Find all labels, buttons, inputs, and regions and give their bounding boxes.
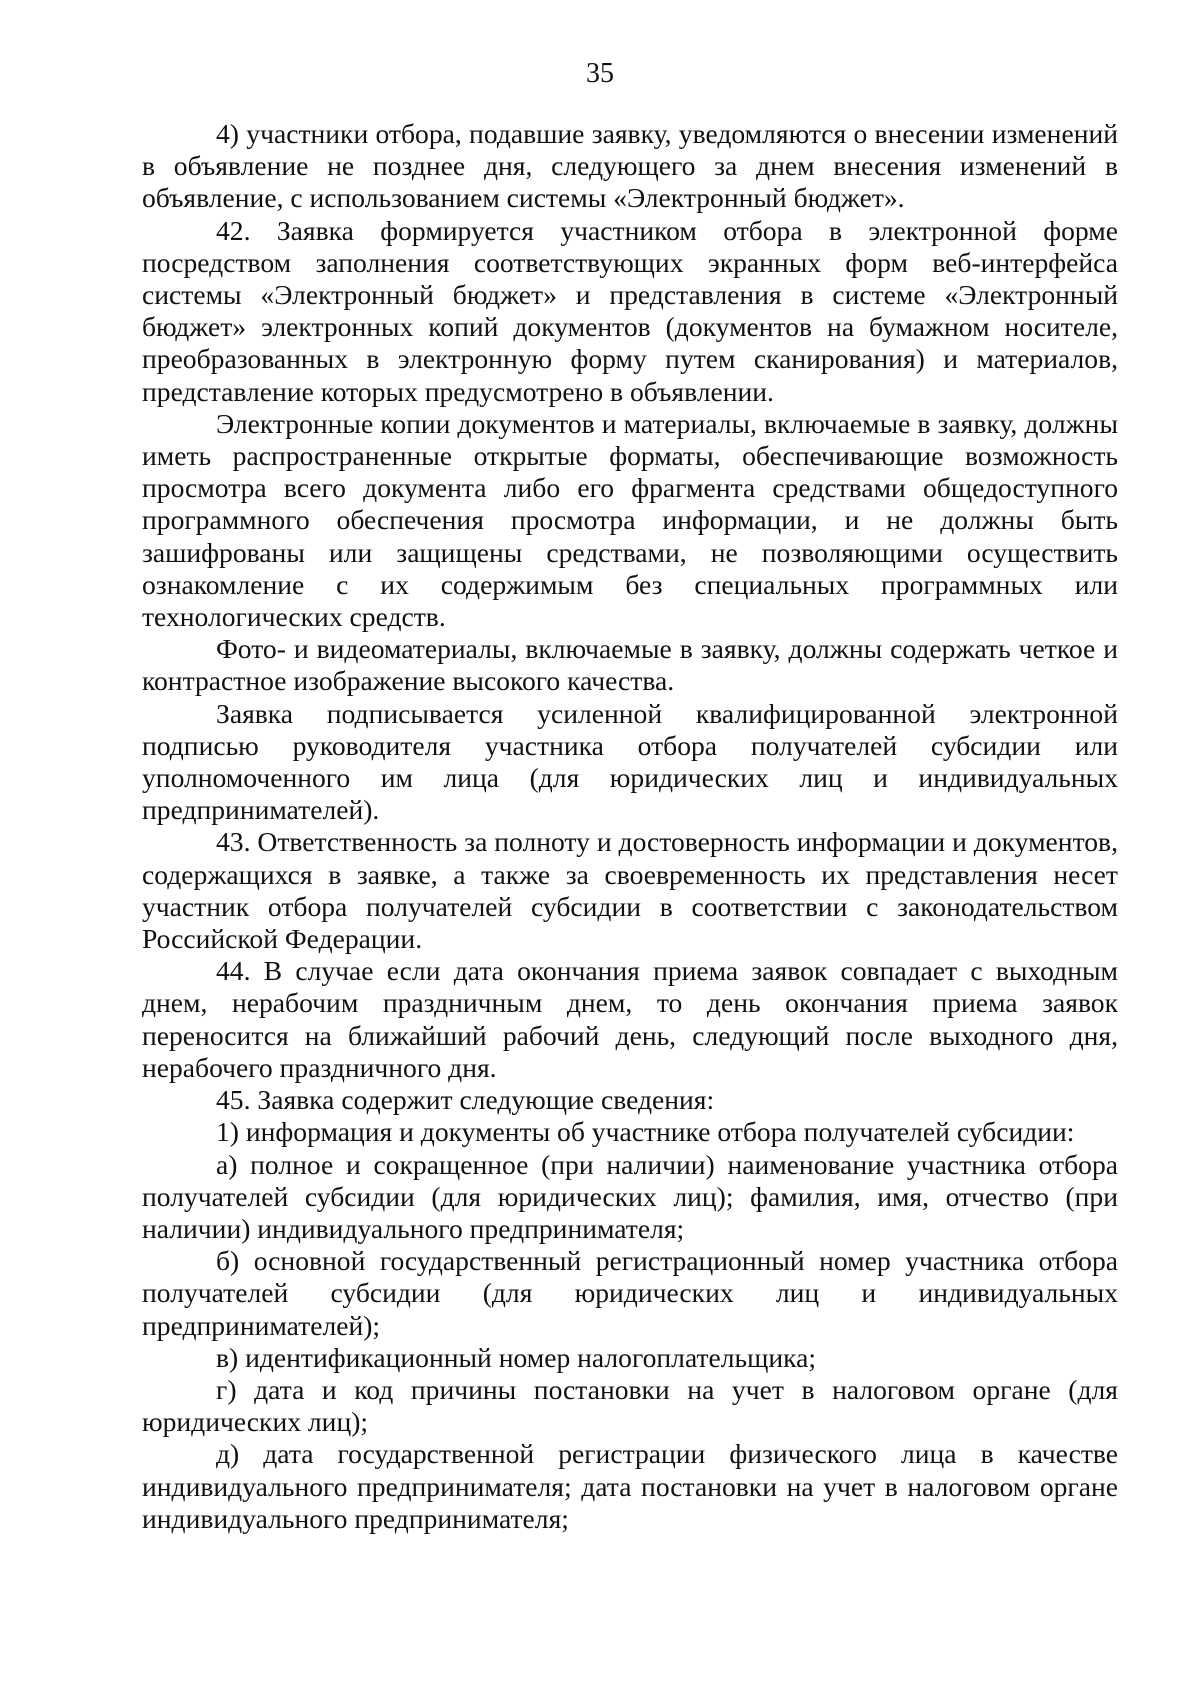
paragraph-45-contents: 45. Заявка содержит следующие сведения:	[216, 1084, 715, 1116]
document-body	[142, 118, 1118, 1535]
paragraph-item-4-notification: 4) участники отбора, подавшие заявку, уведомляются о внесении изменений в объявление не позднее дня, следующего за днем внесения изменений в объявление, с использованием системы «Электронный бюджет».	[142, 118, 1118, 214]
paragraph-42-application-form: 42. Заявка формируется участником отбора в электронной форме посредством заполнения соответствующих экранных форм веб-интерфейса системы «Электронный бюджет» и представления в системе «Электронный бюджет» электронных копий документов (документов на бумажном носителе, преобразованных в электронную форму путем сканирования) и материалов, представление которых предусмотрено в объявлении.	[142, 214, 1118, 407]
paragraph-item-1-participant-info: 1) информация и документы об участнике отбора получателей субсидии:	[216, 1116, 1075, 1148]
paragraph-item-v-inn: в) идентификационный номер налогоплательщика;	[216, 1341, 817, 1373]
paragraph-electronic-copies: Электронные копии документов и материалы, включаемые в заявку, должны иметь распространенные открытые форматы, обеспечивающие возможность просмотра всего документа либо его фрагмента средствами общедоступного программного обеспечения просмотра информации, и не должны быть зашифрованы или защищены средствами, не позволяющими осуществить ознакомление с их содержимым без специальных программных или технологических средств.	[142, 407, 1118, 633]
paragraph-item-a-name: а) полное и сокращенное (при наличии) наименование участника отбора получателей субсидии (для юридических лиц); фамилия, имя, отчество (при наличии) индивидуального предпринимателя;	[142, 1148, 1118, 1244]
paragraph-signature: Заявка подписывается усиленной квалифицированной электронной подписью руководителя участника отбора получателей субсидии или уполномоченного им лица (для юридических лиц и индивидуальных предпринимателей).	[142, 697, 1118, 826]
paragraph-photo-video: Фото- и видеоматериалы, включаемые в заявку, должны содержать четкое и контрастное изображение высокого качества.	[142, 633, 1118, 697]
page-number: 35	[586, 58, 614, 89]
paragraph-item-d-registration: д) дата государственной регистрации физического лица в качестве индивидуального предпринимателя; дата постановки на учет в налоговом органе индивидуального предпринимателя;	[142, 1438, 1118, 1534]
paragraph-44-deadline: 44. В случае если дата окончания приема заявок совпадает с выходным днем, нерабочим праздничным днем, то день окончания приема заявок переносится на ближайший рабочий день, следующий после выходного дня, нерабочего праздничного дня.	[142, 955, 1118, 1083]
paragraph-43-responsibility: 43. Ответственность за полноту и достоверность информации и документов, содержащихся в заявке, а также за своевременность их представления несет участник отбора получателей субсидии в соответствии с законодательством Российской Федерации.	[142, 826, 1118, 955]
paragraph-item-g-kpp: г) дата и код причины постановки на учет в налоговом органе (для юридических лиц);	[142, 1373, 1118, 1438]
paragraph-item-b-ogrn: б) основной государственный регистрационный номер участника отбора получателей субсидии (для юридических лиц и индивидуальных предпринимателей);	[142, 1245, 1118, 1341]
